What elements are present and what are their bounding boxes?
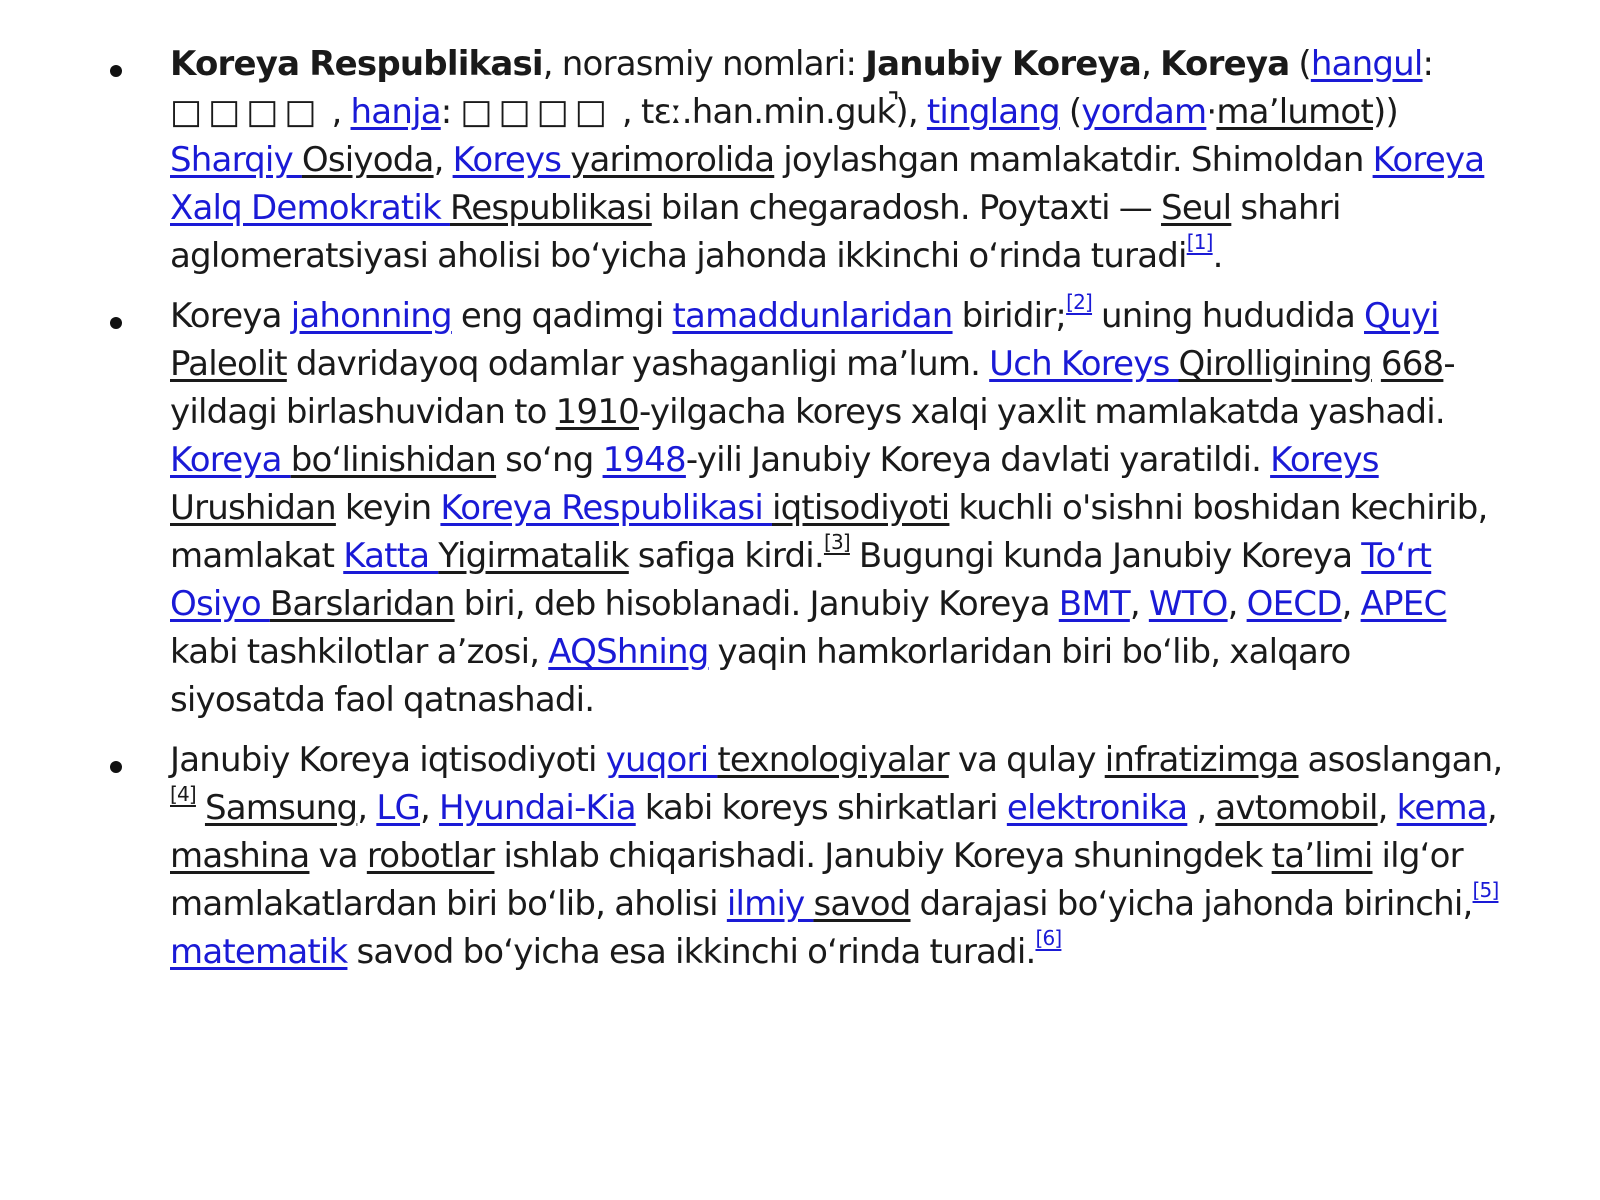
- text-run: -yili Janubiy Koreya davlati yaratildi.: [685, 440, 1271, 480]
- text-run: kabi koreys shirkatlari: [635, 788, 1007, 828]
- text-run: -yildagi birlashuvidan to: [170, 344, 1455, 432]
- inline-link[interactable]: Samsung: [204, 788, 358, 828]
- inline-link[interactable]: AQShning: [548, 632, 709, 672]
- inline-link[interactable]: infratizimga: [1104, 740, 1299, 780]
- text-run: uning hududida: [1092, 296, 1365, 336]
- bullet-dot-icon: [110, 65, 122, 77]
- text-run: ,: [420, 788, 440, 828]
- text-run: , tɛː.han.min.guk̚),: [612, 92, 927, 132]
- text-run: (: [1059, 92, 1082, 132]
- inline-link[interactable]: jahonning: [290, 296, 452, 336]
- footnote-ref: [1473, 878, 1499, 902]
- text-run: ,: [1129, 584, 1149, 624]
- inline-link[interactable]: Toʻrt Osiyo: [170, 536, 1432, 624]
- footnote-ref: [1187, 230, 1213, 254]
- inline-link[interactable]: ilmiy: [726, 884, 814, 924]
- text-run: ,: [1141, 44, 1161, 84]
- footnote-link[interactable]: [4]: [170, 782, 196, 806]
- text-run: kuchli o'sishni boshidan kechirib, mamlakat: [170, 488, 1488, 576]
- inline-link[interactable]: kema: [1396, 788, 1487, 828]
- inline-link[interactable]: 1910: [555, 392, 639, 432]
- text-run: ,: [1187, 788, 1216, 828]
- text-run: va qulay: [948, 740, 1105, 780]
- inline-link[interactable]: ta’limi: [1271, 836, 1373, 876]
- inline-link[interactable]: Koreya Xalq Demokratik: [170, 140, 1485, 228]
- text-run: shahri aglomeratsiyasi aholisi boʻyicha jahonda ikkinchi oʻrinda turadi: [170, 188, 1341, 276]
- inline-link[interactable]: Osiyoda: [301, 140, 434, 180]
- text-run: biridir;: [952, 296, 1067, 336]
- text-run: joylashgan mamlakatdir. Shimoldan: [774, 140, 1373, 180]
- inline-link[interactable]: Barslaridan: [269, 584, 455, 624]
- bullet-paragraph: [170, 40, 1510, 280]
- missing-glyph-text: □□□□: [460, 92, 613, 132]
- inline-link[interactable]: WTO: [1148, 584, 1228, 624]
- text-run: ,: [357, 788, 377, 828]
- bullet-list: [0, 40, 1600, 988]
- inline-link[interactable]: OECD: [1246, 584, 1342, 624]
- inline-link[interactable]: Katta: [343, 536, 439, 576]
- text-run: safiga kirdi.: [628, 536, 824, 576]
- inline-link[interactable]: LG: [376, 788, 421, 828]
- footnote-link[interactable]: [3]: [823, 530, 850, 554]
- bold-term: Janubiy Koreya: [865, 44, 1142, 84]
- text-run: ,: [1486, 788, 1497, 828]
- text-run: bilan chegaradosh. Poytaxti —: [651, 188, 1162, 228]
- text-run: ,: [1341, 584, 1361, 624]
- inline-link[interactable]: Koreys: [1270, 440, 1379, 480]
- bullet-item: [0, 40, 1600, 280]
- inline-link[interactable]: Koreya Respublikasi: [440, 488, 772, 528]
- footnote-link[interactable]: [6]: [1035, 926, 1062, 950]
- inline-link[interactable]: matematik: [170, 932, 348, 972]
- inline-link[interactable]: Hyundai-Kia: [439, 788, 636, 828]
- inline-link[interactable]: Koreys: [452, 140, 571, 180]
- text-run: ,: [322, 92, 351, 132]
- text-run: ishlab chiqarishadi. Janubiy Koreya shuningdek: [494, 836, 1272, 876]
- text-run: :: [440, 92, 461, 132]
- text-run: savod boʻyicha esa ikkinchi oʻrinda turadi.: [347, 932, 1036, 972]
- text-run: ,: [1227, 584, 1247, 624]
- text-run: soʻng: [496, 440, 603, 480]
- inline-link[interactable]: Qirolligining: [1178, 344, 1372, 384]
- text-run: keyin: [335, 488, 441, 528]
- inline-link[interactable]: Seul: [1161, 188, 1232, 228]
- text-run: ,: [1377, 788, 1397, 828]
- inline-link[interactable]: Uch Koreys: [989, 344, 1179, 384]
- inline-link[interactable]: texnologiyalar: [717, 740, 949, 780]
- inline-link[interactable]: yordam: [1081, 92, 1207, 132]
- text-run: biri, deb hisoblanadi. Janubiy Koreya: [454, 584, 1059, 624]
- missing-glyph-text: □□□□: [170, 92, 323, 132]
- footnote-ref: [170, 782, 196, 806]
- inline-link[interactable]: Koreya: [170, 440, 291, 480]
- bold-term: Koreya: [1160, 44, 1290, 84]
- inline-link[interactable]: ma’lumot: [1216, 92, 1373, 132]
- text-run: )): [1372, 92, 1398, 132]
- text-run: [196, 788, 205, 828]
- text-run: ·: [1206, 92, 1217, 132]
- inline-link[interactable]: Quyi: [1364, 296, 1439, 336]
- bold-term: Koreya Respublikasi: [170, 44, 543, 84]
- text-run: , norasmiy nomlari:: [542, 44, 866, 84]
- inline-link[interactable]: robotlar: [366, 836, 495, 876]
- footnote-ref: [824, 530, 850, 554]
- footnote-ref: [1035, 926, 1061, 950]
- text-run: kabi tashkilotlar a’zosi,: [170, 632, 549, 672]
- inline-link[interactable]: tamaddunlaridan: [672, 296, 953, 336]
- text-run: davridayoq odamlar yashaganligi ma’lum.: [286, 344, 990, 384]
- inline-link[interactable]: 668: [1380, 344, 1444, 384]
- text-run: asoslangan,: [1298, 740, 1503, 780]
- text-run: ,: [433, 140, 453, 180]
- inline-link[interactable]: boʻlinishidan: [290, 440, 497, 480]
- inline-link[interactable]: BMT: [1058, 584, 1130, 624]
- inline-link[interactable]: Sharqiy: [170, 140, 302, 180]
- text-run: (: [1289, 44, 1311, 84]
- bullet-paragraph: [170, 736, 1510, 976]
- footnote-ref: [1066, 290, 1092, 314]
- text-run: .: [1212, 236, 1223, 276]
- text-run: ilgʻor mamlakatlardan biri boʻlib, aholisi: [170, 836, 1463, 924]
- inline-link[interactable]: iqtisodiyoti: [771, 488, 950, 528]
- inline-link[interactable]: hangul: [1310, 44, 1423, 84]
- text-run: Janubiy Koreya iqtisodiyoti: [170, 740, 606, 780]
- inline-link[interactable]: 1948: [602, 440, 686, 480]
- inline-link[interactable]: tinglang: [926, 92, 1060, 132]
- bullet-item: [0, 736, 1600, 976]
- inline-link[interactable]: APEC: [1360, 584, 1447, 624]
- text-run: darajasi boʻyicha jahonda birinchi,: [910, 884, 1473, 924]
- text-run: Koreya: [170, 296, 291, 336]
- text-run: [1372, 344, 1381, 384]
- footnote-link[interactable]: [5]: [1472, 878, 1499, 902]
- bullet-item: [0, 292, 1600, 724]
- text-run: va: [309, 836, 367, 876]
- inline-link[interactable]: Respublikasi: [449, 188, 652, 228]
- inline-link[interactable]: hanja: [350, 92, 441, 132]
- text-run: :: [1422, 44, 1434, 84]
- inline-link[interactable]: Urushidan: [170, 488, 336, 528]
- text-run: yaqin hamkorlaridan biri boʻlib, xalqaro siyosatda faol qatnashadi.: [170, 632, 1351, 720]
- bullet-paragraph: [170, 292, 1510, 724]
- footnote-link[interactable]: [1]: [1186, 230, 1213, 254]
- inline-link[interactable]: Paleolit: [170, 344, 287, 384]
- inline-link[interactable]: Yigirmatalik: [438, 536, 629, 576]
- inline-link[interactable]: savod: [813, 884, 911, 924]
- footnote-link[interactable]: [2]: [1066, 290, 1093, 314]
- bullet-dot-icon: [110, 317, 122, 329]
- inline-link[interactable]: yarimorolida: [570, 140, 775, 180]
- bullet-dot-icon: [110, 761, 122, 773]
- inline-link[interactable]: mashina: [170, 836, 310, 876]
- text-run: Bugungi kunda Janubiy Koreya: [849, 536, 1362, 576]
- inline-link[interactable]: avtomobil: [1215, 788, 1378, 828]
- inline-link[interactable]: yuqori: [605, 740, 718, 780]
- text-run: -yilgacha koreys xalqi yaxlit mamlakatda yashadi.: [638, 392, 1445, 432]
- inline-link[interactable]: elektronika: [1006, 788, 1188, 828]
- text-run: eng qadimgi: [451, 296, 673, 336]
